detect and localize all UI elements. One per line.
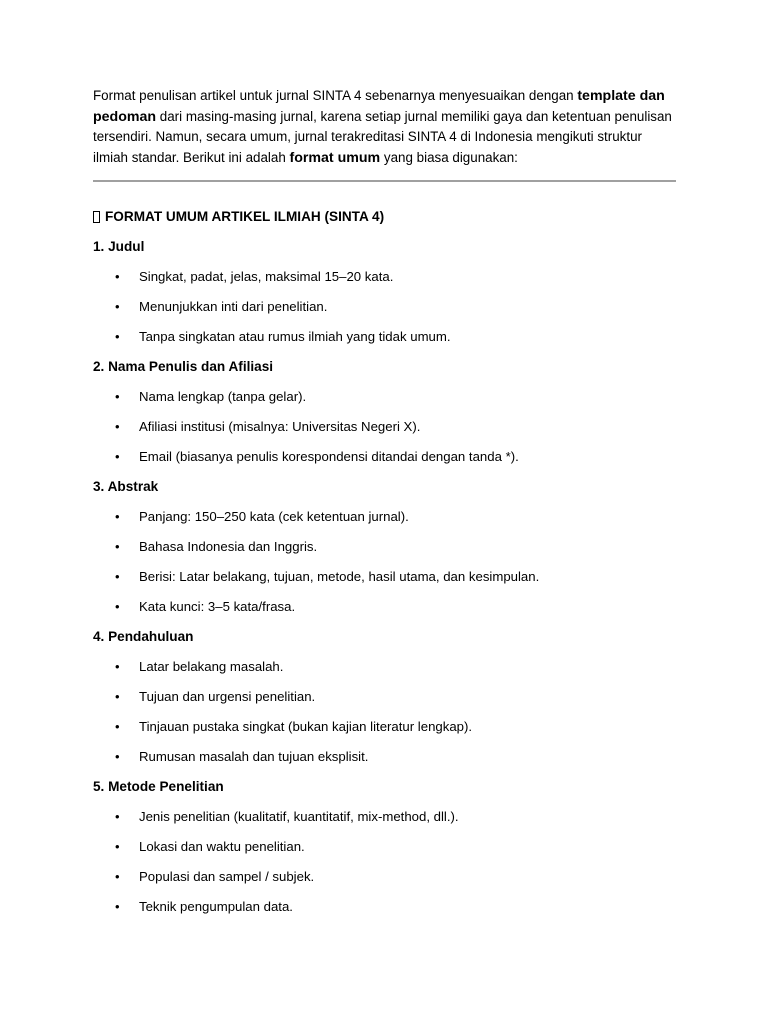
bullet-icon: •: [115, 269, 120, 284]
bullet-list: [93, 388, 676, 466]
list-item: [93, 598, 676, 616]
section-heading: 5. Metode Penelitian: [93, 779, 224, 794]
list-item: [93, 538, 676, 556]
bullet-icon: •: [115, 449, 120, 464]
bullet-icon: •: [115, 299, 120, 314]
intro-bold-template: template dan pedoman: [93, 88, 665, 125]
list-item-text: Jenis penelitian (kualitatif, kuantitatif, mix-method, dll.).: [139, 809, 459, 824]
list-item-text: Tanpa singkatan atau rumus ilmiah yang tidak umum.: [139, 329, 451, 344]
bullet-icon: •: [115, 749, 120, 764]
list-item-text: Afiliasi institusi (misalnya: Universitas Negeri X).: [139, 419, 421, 434]
bullet-icon: •: [115, 389, 120, 404]
main-heading: [93, 208, 676, 226]
list-item: [93, 898, 676, 916]
list-item-text: Panjang: 150–250 kata (cek ketentuan jurnal).: [139, 509, 409, 524]
bullet-icon: •: [115, 419, 120, 434]
list-item: [93, 388, 676, 406]
horizontal-rule: [93, 180, 676, 182]
bullet-icon: •: [115, 599, 120, 614]
section-heading: 2. Nama Penulis dan Afiliasi: [93, 359, 274, 374]
list-item: [93, 448, 676, 466]
bullet-icon: •: [115, 899, 120, 914]
list-item: [93, 268, 676, 286]
missing-glyph-icon: [93, 211, 100, 223]
list-item: [93, 748, 676, 766]
document-page: [93, 86, 676, 916]
bullet-icon: •: [115, 689, 120, 704]
bullet-icon: •: [115, 509, 120, 524]
list-item-text: Tinjauan pustaka singkat (bukan kajian literatur lengkap).: [139, 719, 473, 734]
section-heading: 3. Abstrak: [93, 479, 159, 494]
bullet-icon: •: [115, 869, 120, 884]
intro-text-3: yang biasa digunakan:: [380, 149, 518, 165]
intro-paragraph: [93, 86, 676, 168]
list-item-text: Populasi dan sampel / subjek.: [139, 869, 315, 884]
list-item: [93, 328, 676, 346]
bullet-icon: •: [115, 329, 120, 344]
list-item-text: Kata kunci: 3–5 kata/frasa.: [139, 599, 296, 614]
list-item-text: Singkat, padat, jelas, maksimal 15–20 kata.: [139, 269, 394, 284]
list-item: [93, 838, 676, 856]
list-item: [93, 298, 676, 316]
section-heading: 1. Judul: [93, 239, 145, 254]
main-heading-text: FORMAT UMUM ARTIKEL ILMIAH (SINTA 4): [105, 209, 385, 224]
bullet-icon: •: [115, 839, 120, 854]
list-item-text: Menunjukkan inti dari penelitian.: [139, 299, 328, 314]
intro-bold-format: format umum: [289, 149, 381, 166]
list-item: [93, 868, 676, 886]
list-item-text: Berisi: Latar belakang, tujuan, metode, hasil utama, dan kesimpulan.: [139, 569, 540, 584]
list-item-text: Lokasi dan waktu penelitian.: [139, 839, 305, 854]
intro-text-2: dari masing-masing jurnal, karena setiap jurnal memiliki gaya dan ketentuan penulisan tersendiri. Namun, secara umum, jurnal terakreditasi SINTA 4 di Indonesia mengikuti struktur ilmiah standar. Berikut ini adalah: [93, 108, 672, 165]
bullet-list: [93, 268, 676, 346]
bullet-list: [93, 658, 676, 766]
bullet-list: [93, 808, 676, 916]
list-item-text: Latar belakang masalah.: [139, 659, 284, 674]
list-item: [93, 508, 676, 526]
list-item-text: Tujuan dan urgensi penelitian.: [139, 689, 316, 704]
section-heading: 4. Pendahuluan: [93, 629, 194, 644]
list-item: [93, 568, 676, 586]
bullet-icon: •: [115, 659, 120, 674]
list-item: [93, 688, 676, 706]
list-item-text: Bahasa Indonesia dan Inggris.: [139, 539, 318, 554]
list-item: [93, 718, 676, 736]
bullet-icon: •: [115, 569, 120, 584]
bullet-icon: •: [115, 539, 120, 554]
bullet-icon: •: [115, 719, 120, 734]
list-item: [93, 658, 676, 676]
bullet-icon: •: [115, 809, 120, 824]
list-item: [93, 808, 676, 826]
sections-container: [93, 238, 676, 916]
list-item-text: Email (biasanya penulis korespondensi ditandai dengan tanda *).: [139, 449, 519, 464]
list-item-text: Teknik pengumpulan data.: [139, 899, 293, 914]
list-item-text: Nama lengkap (tanpa gelar).: [139, 389, 307, 404]
intro-text-1: Format penulisan artikel untuk jurnal SINTA 4 sebenarnya menyesuaikan dengan: [93, 88, 578, 103]
bullet-list: [93, 508, 676, 616]
list-item-text: Rumusan masalah dan tujuan eksplisit.: [139, 749, 369, 764]
list-item: [93, 418, 676, 436]
